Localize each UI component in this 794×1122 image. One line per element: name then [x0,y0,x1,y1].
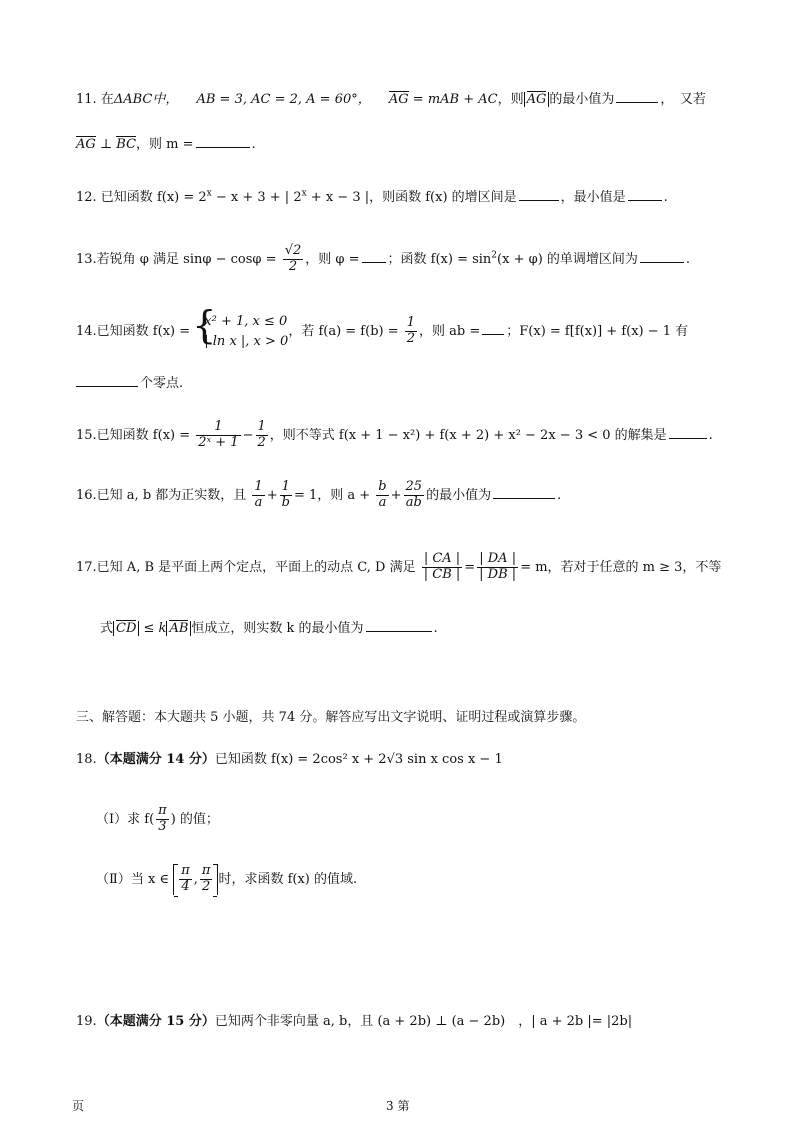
q15-answer-blank[interactable] [669,424,707,439]
q12-answer-blank-1[interactable] [519,186,559,201]
q16-f3-num: b [378,479,387,494]
q11-answer-blank-1[interactable] [616,88,658,103]
q16-f1-den: a [254,494,263,510]
question-18-part2 [96,864,734,895]
q14-text-c: ，则 ab = [419,324,481,339]
q11-triangle: ΔABC中， [113,92,179,107]
footer-left: 页 [72,1099,85,1113]
q11-then-m: ，则 m = [136,137,194,152]
q18-p2-b: 时，求函数 f(x) 的值域. [218,871,358,887]
question-18 [76,752,734,768]
question-12 [76,186,734,206]
q17-f2-den: | DB | [479,566,517,582]
q12-text-b: − x + 3 + | 2 [211,190,302,205]
q13-frac-num: √2 [284,243,302,258]
q11-end: . [251,137,256,152]
q11-abs-ag: AG [526,92,547,107]
q18-p2-f1-den: 4 [181,878,190,894]
q19-text: 已知两个非零向量 a, b，且 (a + 2b) ⊥ (a − 2b) ，| a + 2b |= |2b| [214,1014,633,1029]
q17-answer-blank[interactable] [366,617,432,632]
q12-answer-blank-2[interactable] [628,186,662,201]
q16-answer-blank[interactable] [493,484,555,499]
question-17-line2 [100,617,734,637]
q18-p2-f1-num: π [181,863,190,878]
question-11-line1 [76,88,734,108]
q17-line2-a: 式 [100,621,114,636]
q16-end: . [557,487,562,503]
q18-p1-b: ) 的值； [170,811,219,827]
q15-minus: − [242,427,254,443]
q11-tail: 的最小值为 [549,92,615,107]
question-18-part1 [96,804,734,835]
q17-eq: = [464,559,476,575]
q15-frac1-num: 1 [196,420,240,436]
footer-page-number: 3 第 [386,1099,410,1113]
question-16 [76,480,734,511]
q17-vec-ab: AB [169,621,189,636]
q13-sup: 2 [491,250,498,261]
q15-frac2-num: 1 [257,419,266,434]
q12-end: . [663,190,668,205]
q15-text-a: 15.已知函数 f(x) = [76,427,191,443]
q11-perp-bc: BC [116,137,137,152]
q18-score: （本题满分 14 分） [96,752,215,767]
q13-text-d: (x + φ) 的单调增区间为 [497,251,638,267]
q13-text-c: ；函数 f(x) = sin [387,251,492,267]
q18-p1-frac-num: π [158,803,167,818]
q13-text-b: ，则 φ = [305,251,360,267]
q14-text-b: ，若 f(a) = f(b) = [288,324,399,339]
q16-f4-den: ab [405,494,422,510]
q12-text-c: + x − 3 |，则函数 f(x) 的增区间是 [306,190,517,205]
q17-text-b: = m，若对于任意的 m ≥ 3，不等 [520,559,722,575]
q11-vector-eq: = mAB + AC [408,92,498,107]
q17-f1-den: | CB | [423,566,461,582]
question-14-line2 [76,372,734,392]
section-3-heading: 三、解答题：本大题共 5 小题，共 74 分。解答应写出文字说明、证明过程或演算步骤。 [76,710,586,725]
q16-f1-num: 1 [254,479,263,494]
q18-interval [173,864,218,895]
q13-frac-den: 2 [288,258,298,274]
q15-frac2-den: 2 [257,434,266,450]
question-14-line1 [76,312,734,351]
q12-sup2: x [301,188,307,199]
q14-answer-blank-2[interactable] [76,372,138,387]
q16-f2-den: b [281,494,290,510]
q11-values: AB = 3, AC = 2, A = 60°， [196,92,371,107]
q18-text: 已知函数 f(x) = 2cos² x + 2√3 sin x cos x − 1 [214,752,503,767]
q11-answer-blank-2[interactable] [196,133,250,148]
q14-text-d: ；F(x) = f[f(x)] + f(x) − 1 有 [506,324,689,339]
q17-f2-num: | DA | [477,552,518,568]
q12-sup1: x [206,188,212,199]
question-15 [76,420,734,451]
q18-p1-a: （Ⅰ）求 f( [96,811,155,827]
q19-number: 19. [76,1014,97,1029]
question-11-line2 [76,133,734,153]
q16-text-b: = 1，则 a + [293,487,371,503]
q14-case1: { x² + 1, x ≤ 0 [204,314,288,329]
q15-text-b: ，则不等式 f(x + 1 − x²) + f(x + 2) + x² − 2x − 3 < 0 的解集是 [269,427,667,443]
q14-piecewise [194,312,288,351]
q14-frac-num: 1 [406,315,416,331]
question-17-line1 [76,552,734,583]
q15-frac1-den: 2ˣ + 1 [198,434,239,450]
q17-leq: ≤ k [139,621,167,636]
q11-perp-ag: AG [76,137,96,152]
q15-end: . [708,427,713,443]
q16-f2-num: 1 [280,480,292,496]
q16-text-a: 16.已知 a, b 都为正实数，且 [76,487,247,503]
q14-case2: | ln x |, x > 0 [204,333,289,349]
q17-line2-b: 恒成立，则实数 k 的最小值为 [191,621,364,636]
q13-answer-blank-2[interactable] [640,248,684,263]
q17-vec-cd: CD [116,621,137,636]
q11-vector-ag: AG [388,92,409,107]
q17-end: . [433,621,438,636]
q11-then: ，则 [497,92,524,107]
q18-number: 18. [76,752,97,767]
q14-frac-den: 2 [406,331,416,346]
q16-plus2: + [390,487,402,503]
q12-text-a: 12. 已知函数 f(x) = 2 [76,190,207,205]
q14-answer-blank-1[interactable] [482,320,504,335]
q17-text-a: 17.已知 A, B 是平面上两个定点，平面上的动点 C, D 满足 [76,559,416,575]
question-13 [76,244,734,275]
q16-f3-den: a [378,494,387,510]
q18-p2-a: （Ⅱ）当 x ∈ [96,871,170,887]
q18-p1-frac-den: 3 [158,818,167,834]
q16-plus: + [266,487,278,503]
q13-end: . [685,251,691,267]
question-19 [76,1014,734,1030]
q16-text-c: 的最小值为 [426,487,492,503]
q14-line2: 个零点. [140,376,184,391]
q13-text-a: 13.若锐角 φ 满足 sinφ − cosφ = [76,251,277,267]
q12-text-d: ，最小值是 [560,190,626,205]
q18-comma: , [193,871,198,887]
q19-score: （本题满分 15 分） [96,1014,215,1029]
q17-f1-num: | CA | [422,552,463,568]
q18-p2-f2-den: 2 [202,878,211,894]
q11-perp-symbol: ⊥ [95,137,117,152]
q14-text-a: 14.已知函数 f(x) = [76,324,191,339]
q18-p2-f2-num: π [201,863,211,878]
q16-f4-num: 25 [405,479,423,494]
q11-also: ， 又若 [660,92,706,107]
q11-number: 11. 在 [76,92,114,107]
q13-answer-blank-1[interactable] [362,248,386,263]
